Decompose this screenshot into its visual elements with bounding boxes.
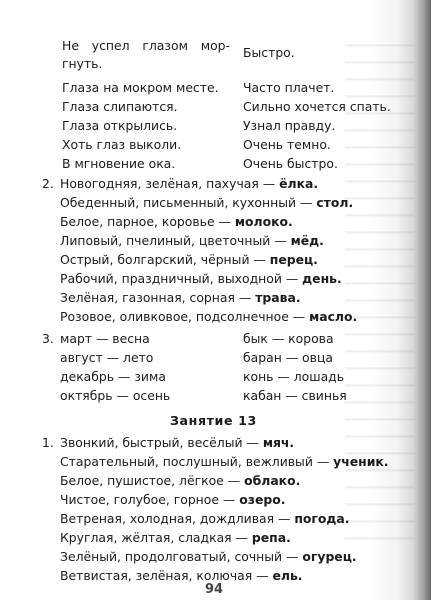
idiom-phrase: Хоть глаз выколи. [62, 137, 182, 152]
list-item [60, 473, 300, 489]
item-answer: день. [302, 271, 342, 286]
page-number: 94 [205, 582, 224, 597]
item-text: Белое, парное, коровье — [60, 214, 235, 229]
item-text: Старательный, послушный, вежливый — [60, 454, 334, 469]
idiom-phrase-line2: гнуть. [62, 56, 103, 71]
item-answer: стол. [316, 195, 354, 210]
item-text: Ветвистая, зелёная, колючая — [60, 568, 273, 583]
item-answer: молоко. [234, 214, 293, 229]
list-item [60, 568, 303, 584]
item-text: Круглая, жёлтая, сладкая — [60, 530, 252, 545]
pair-right: бык — корова [243, 331, 334, 346]
idiom-meaning: Очень темно. [243, 137, 331, 152]
item-text: Белое, пушистое, лёгкое — [60, 473, 245, 488]
list-item [60, 511, 349, 527]
pair-right: баран — овца [243, 350, 333, 365]
pair-left: март — весна [60, 331, 150, 346]
item-text: Звонкий, быстрый, весёлый — [60, 435, 263, 450]
idiom-phrase: Глаза открылись. [62, 118, 178, 133]
list-item [60, 549, 357, 565]
idiom-meaning: Быстро. [243, 45, 295, 60]
idiom-meaning: Часто плачет. [243, 80, 335, 95]
item-answer: ель. [272, 568, 303, 583]
list-item [60, 233, 324, 249]
item-answer: огурец. [302, 549, 357, 564]
page-edge-shadow [413, 0, 431, 600]
idiom-phrase: Глаза на мокром месте. [62, 80, 219, 95]
list-item [60, 271, 342, 287]
list-item [60, 530, 291, 546]
item-answer: перец. [269, 252, 318, 267]
item-answer: озеро. [239, 492, 286, 507]
idiom-word: мор- [200, 38, 230, 53]
idiom-phrase-line1 [62, 38, 230, 54]
idiom-word: успел [91, 38, 130, 53]
item-answer: масло. [309, 309, 358, 324]
task-number: 3. [42, 331, 54, 346]
item-text: Зелёный, продолговатый, сочный — [60, 549, 303, 564]
pair-left: октябрь — осень [60, 388, 171, 403]
pair-left: август — лето [60, 350, 154, 365]
task-number: 2. [42, 176, 54, 191]
item-answer: мяч. [262, 435, 295, 450]
item-answer: облако. [244, 473, 301, 488]
item-answer: погода. [294, 511, 350, 526]
item-text: Новогодняя, зелёная, пахучая — [60, 176, 280, 191]
list-item [60, 290, 301, 306]
item-answer: ученик. [333, 454, 389, 469]
pair-right: конь — лошадь [243, 369, 345, 384]
list-item [60, 435, 294, 451]
list-item [60, 492, 285, 508]
list-item [60, 195, 353, 211]
idiom-meaning: Очень быстро. [243, 156, 338, 171]
item-answer: трава. [255, 290, 301, 305]
item-answer: ёлка. [279, 176, 319, 191]
list-item [60, 309, 357, 325]
item-text: Рабочий, праздничный, выходной — [60, 271, 303, 286]
item-answer: репа. [251, 530, 291, 545]
item-text: Чистое, голубое, горное — [60, 492, 240, 507]
list-item [60, 252, 318, 268]
pair-left: декабрь — зима [60, 369, 166, 384]
item-text: Обеденный, письменный, кухонный — [60, 195, 317, 210]
idiom-word: глазом [142, 38, 188, 53]
item-text: Острый, болгарский, чёрный — [60, 252, 270, 267]
item-answer: мёд. [290, 233, 324, 248]
item-text: Липовый, пчелиный, цветочный — [60, 233, 291, 248]
idiom-meaning: Узнал правду. [243, 118, 336, 133]
lesson-title: Занятие 13 [170, 413, 257, 428]
task-number: 1. [42, 435, 54, 450]
list-item [60, 454, 389, 470]
list-item [60, 176, 318, 192]
idiom-word: Не [62, 38, 79, 53]
list-item [60, 214, 293, 230]
item-text: Ветреная, холодная, дождливая — [60, 511, 295, 526]
item-text: Розовое, оливковое, подсолнечное — [60, 309, 310, 324]
idiom-phrase: Глаза слипаются. [62, 99, 178, 114]
item-text: Зелёная, газонная, сорная — [60, 290, 256, 305]
idiom-phrase: В мгновение ока. [62, 156, 176, 171]
pair-right: кабан — свинья [243, 388, 347, 403]
idiom-meaning: Сильно хочется спать. [243, 99, 391, 114]
